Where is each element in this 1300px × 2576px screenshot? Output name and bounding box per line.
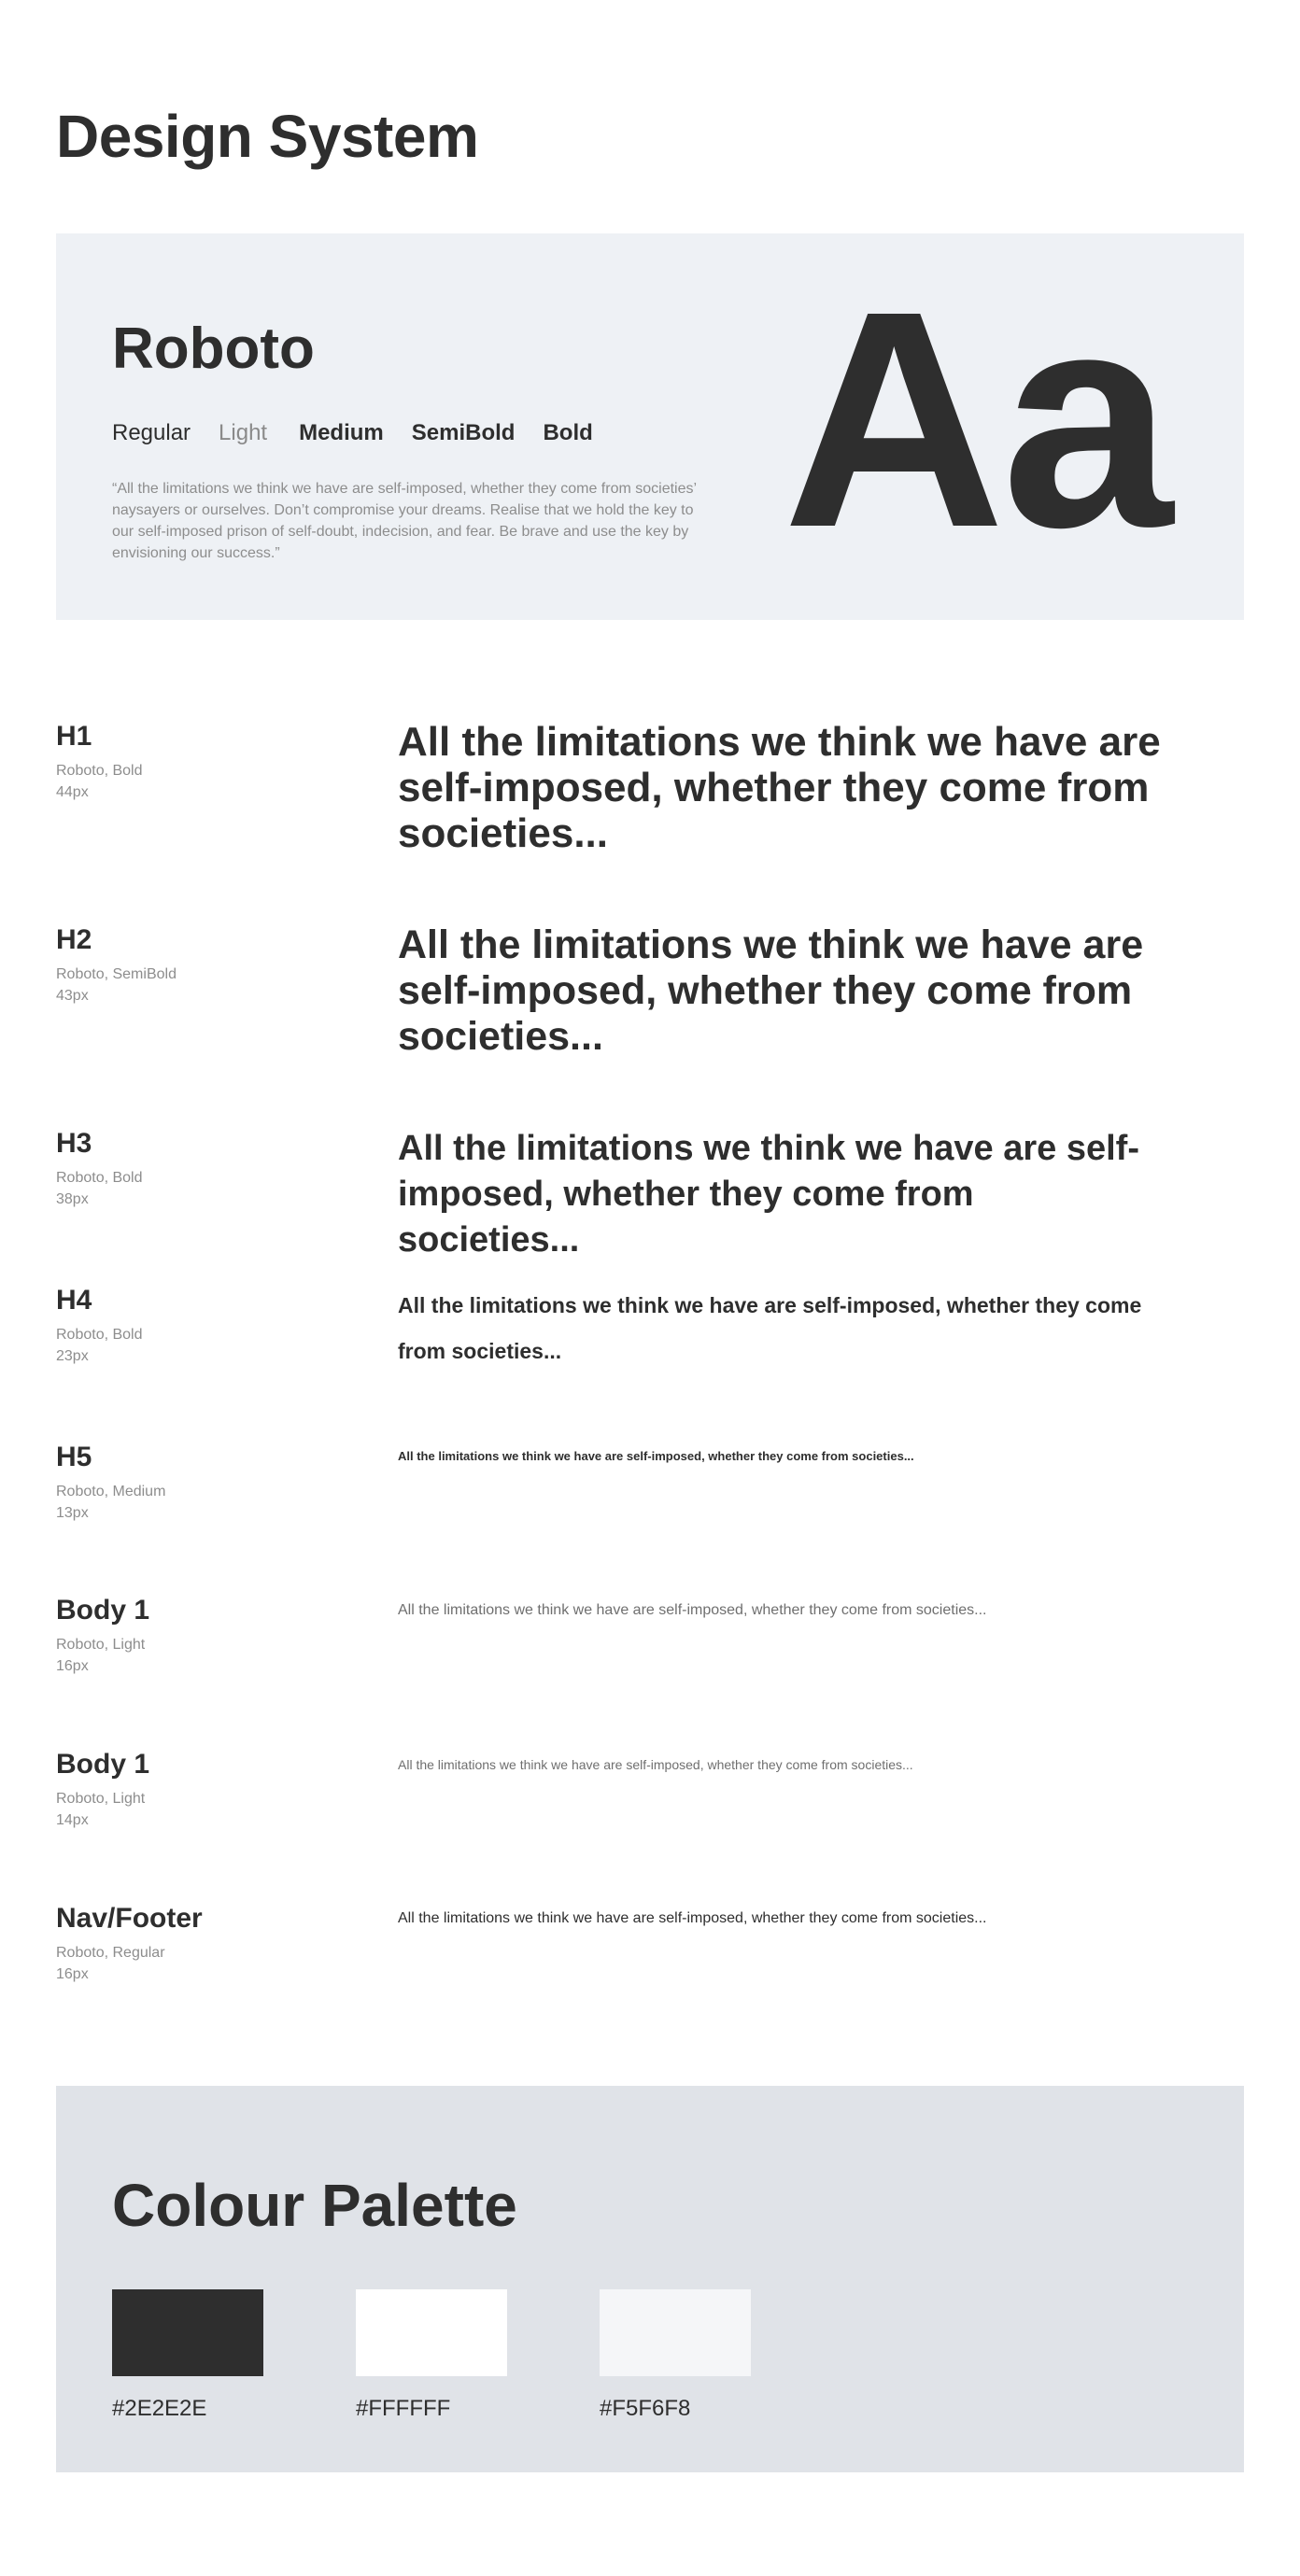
type-label bbox=[56, 1747, 355, 1831]
type-label bbox=[56, 1593, 355, 1677]
style-name: Body 1 bbox=[56, 1595, 150, 1626]
swatch-chip bbox=[600, 2289, 751, 2376]
style-font: Roboto, Bold bbox=[56, 763, 143, 779]
font-glyph-preview: Aa bbox=[783, 246, 1169, 591]
style-size: 23px bbox=[56, 1348, 89, 1364]
type-sample-body1-14: All the limitations we think we have are self-imposed, whether they come from societies... bbox=[398, 1757, 913, 1772]
style-name: Nav/Footer bbox=[56, 1903, 203, 1934]
type-label bbox=[56, 1901, 355, 1985]
font-sample-quote: “All the limitations we think we have are self-imposed, whether they come from societies’ naysayers or ourselves. Don’t compromise your dreams. Realise that we hold the key to our self-imposed prison of self-doubt, indecision, and fear. Be brave and use the key by envisioning our success.” bbox=[112, 481, 697, 561]
type-sample-h2: All the limitations we think we have are self-imposed, whether they come from societies... bbox=[398, 922, 1144, 1059]
font-weights-list bbox=[112, 418, 621, 448]
style-name: H1 bbox=[56, 721, 92, 752]
style-size: 44px bbox=[56, 784, 89, 800]
type-label bbox=[56, 1440, 355, 1524]
style-size: 38px bbox=[56, 1191, 89, 1207]
type-sample-h1: All the limitations we think we have are self-imposed, whether they come from societies... bbox=[398, 719, 1161, 856]
palette-title: Colour Palette bbox=[112, 2172, 517, 2239]
style-font: Roboto, Medium bbox=[56, 1484, 166, 1499]
style-size: 13px bbox=[56, 1505, 89, 1521]
font-name: Roboto bbox=[112, 317, 315, 381]
type-label bbox=[56, 922, 355, 1006]
weight-medium: Medium bbox=[299, 420, 384, 445]
swatch-dark bbox=[112, 2289, 263, 2423]
type-sample-h3: All the limitations we think we have are self-imposed, whether they come from societies... bbox=[398, 1129, 1139, 1260]
swatch-list bbox=[112, 2289, 843, 2423]
type-label bbox=[56, 1283, 355, 1367]
swatch-light-grey bbox=[600, 2289, 751, 2423]
style-font: Roboto, SemiBold bbox=[56, 966, 177, 982]
swatch-white bbox=[356, 2289, 507, 2423]
style-font: Roboto, Bold bbox=[56, 1170, 143, 1186]
style-font: Roboto, Bold bbox=[56, 1327, 143, 1343]
weight-light: Light bbox=[219, 420, 268, 445]
style-size: 16px bbox=[56, 1658, 89, 1674]
swatch-hex-label: #F5F6F8 bbox=[600, 2396, 691, 2421]
page-title: Design System bbox=[56, 103, 479, 170]
style-name: H2 bbox=[56, 924, 92, 955]
type-sample-h4: All the limitations we think we have are self-imposed, whether they come from societies... bbox=[398, 1293, 1142, 1363]
font-showcase-card bbox=[56, 233, 1244, 620]
type-sample-h5: All the limitations we think we have are self-imposed, whether they come from societies... bbox=[398, 1449, 914, 1463]
type-sample-nav-footer: All the limitations we think we have are self-imposed, whether they come from societies... bbox=[398, 1910, 987, 1926]
type-label bbox=[56, 719, 355, 803]
weight-semibold: SemiBold bbox=[411, 420, 516, 445]
style-size: 43px bbox=[56, 988, 89, 1004]
type-sample-body1-16: All the limitations we think we have are self-imposed, whether they come from societies... bbox=[398, 1602, 987, 1618]
style-name: H4 bbox=[56, 1285, 92, 1316]
style-size: 16px bbox=[56, 1966, 89, 1982]
swatch-chip bbox=[112, 2289, 263, 2376]
swatch-hex-label: #2E2E2E bbox=[112, 2396, 207, 2421]
colour-palette-card bbox=[56, 2086, 1244, 2472]
style-size: 14px bbox=[56, 1812, 89, 1828]
style-font: Roboto, Light bbox=[56, 1637, 146, 1653]
weight-regular: Regular bbox=[112, 420, 191, 445]
swatch-hex-label: #FFFFFF bbox=[356, 2396, 451, 2421]
type-label bbox=[56, 1126, 355, 1210]
style-font: Roboto, Regular bbox=[56, 1945, 165, 1961]
swatch-chip bbox=[356, 2289, 507, 2376]
weight-bold: Bold bbox=[543, 420, 593, 445]
style-name: H5 bbox=[56, 1442, 92, 1472]
style-name: Body 1 bbox=[56, 1749, 150, 1780]
style-name: H3 bbox=[56, 1128, 92, 1159]
style-font: Roboto, Light bbox=[56, 1791, 146, 1807]
